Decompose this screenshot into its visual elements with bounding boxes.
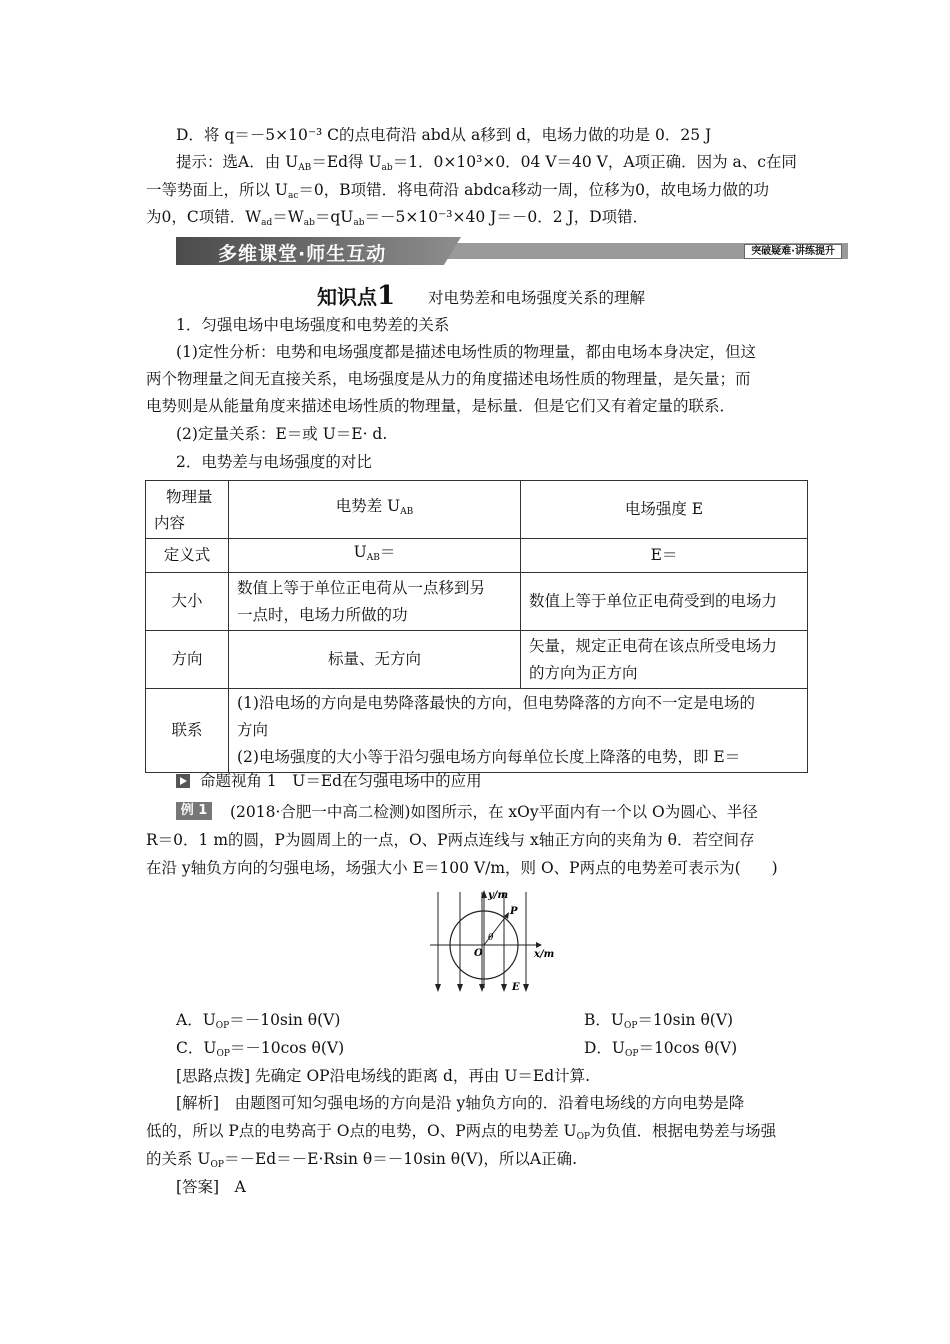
question-line-2: R＝0．1 m的圆，P为圆周上的一点，O、P两点连线与 x轴正方向的夹角为 θ．若空间存	[146, 831, 755, 849]
table-header-potential: 电势差 $U_{AB}$	[229, 481, 521, 539]
hint-line-1: 提示：选A．由 $U_{AB}=Ed$得 $U_{ab}=1$．0×10³×0．04 V＝40 V，A项正确．因为 a、c在同	[176, 153, 797, 173]
cell-mag-potential: 数值上等于单位正电荷从一点移到另 一点时，电场力所做的功	[229, 573, 521, 631]
cell-def-field: E＝	[521, 539, 808, 573]
comparison-table	[145, 480, 808, 773]
field-circle-figure	[424, 888, 564, 998]
para-1: 1．匀强电场中电场强度和电势差的关系	[176, 316, 450, 334]
table-header-field: 电场强度 E	[521, 481, 808, 539]
cell-mag-field: 数值上等于单位正电荷受到的电场力	[521, 573, 808, 631]
para-5: (2)定量关系：E＝或 U＝E· d.	[176, 425, 388, 443]
table-header-corner: 物理量 内容	[146, 481, 229, 539]
row-label-relation: 联系	[146, 689, 229, 773]
fig-y-label: y/m	[488, 890, 509, 901]
answer: [答案] A	[176, 1178, 246, 1196]
cell-def-potential: $U_{AB}=$	[229, 539, 521, 573]
row-label-magnitude: 大小	[146, 573, 229, 631]
hint-line-3: 为0，C项错．$W_{ad}=W_{ab}=qU_{ab}=-5\times 10^{-3}\times 40$ J＝－0．2 J，D项错．	[146, 208, 649, 228]
section-banner	[176, 237, 848, 265]
question-line-1: (2018·合肥一中高二检测)如图所示，在 xOy平面内有一个以 O为圆心、半径	[230, 803, 758, 821]
think-hint: [思路点拨] 先确定 OP沿电场线的距离 d，再由 U＝Ed计算.	[176, 1067, 591, 1085]
para-6: 2．电势差与电场强度的对比	[176, 453, 372, 471]
cell-dir-field: 矢量，规定正电荷在该点所受电场力 的方向为正方向	[521, 631, 808, 689]
option-d: D．将 q＝－5×10⁻³ C的点电荷沿 abd从 a移到 d，电场力做的功是 0．25 J	[176, 126, 712, 144]
solution-line-2: 低的，所以 P点的电势高于 O点的电势，O、P两点的电势差 $U_{OP}$为负值．根据电势差与场强	[146, 1122, 777, 1142]
option-c: C．$U_{OP}=-10\cos$ θ(V)	[176, 1039, 345, 1059]
cell-dir-potential: 标量、无方向	[229, 631, 521, 689]
row-label-direction: 方向	[146, 631, 229, 689]
fig-e-label: E	[512, 982, 520, 993]
knowledge-point-heading: 知识点1	[317, 281, 396, 311]
option-d-answer: D．$U_{OP}=10\cos$ θ(V)	[584, 1039, 738, 1059]
fig-p-label: P	[510, 906, 518, 917]
play-triangle-icon	[176, 774, 190, 788]
solution-line-3: 的关系 $U_{OP}=-Ed=-E\cdot Rsin$ θ＝－10sin θ(V)，所以A正确.	[146, 1150, 578, 1170]
para-2: (1)定性分析：电势和电场强度都是描述电场性质的物理量，都由电场本身决定，但这	[176, 343, 756, 361]
fig-x-label: x/m	[534, 949, 555, 960]
fig-o-label: O	[474, 948, 483, 959]
knowledge-point-title: 对电势差和电场强度关系的理解	[428, 289, 646, 307]
row-label-definition: 定义式	[146, 539, 229, 573]
example-badge: 例 1	[176, 802, 212, 820]
cell-relation: (1)沿电场的方向是电势降落最快的方向，但电势降落的方向不一定是电场的 方向 (2)电场强度的大小等于沿匀强电场方向每单位长度上降落的电势，即 E＝	[229, 689, 808, 773]
question-line-3: 在沿 y轴负方向的匀强电场，场强大小 E＝100 V/m，则 O、P两点的电势差可表示为( )	[146, 859, 778, 877]
solution-line-1: [解析] 由题图可知匀强电场的方向是沿 y轴负方向的．沿着电场线的方向电势是降	[176, 1094, 745, 1112]
option-b: B．$U_{OP}=10\sin$ θ(V)	[584, 1011, 734, 1031]
para-3: 两个物理量之间无直接关系，电场强度是从力的角度描述电场性质的物理量，是矢量；而	[146, 370, 751, 388]
banner-tag: 突破疑难·讲练提升	[744, 244, 842, 259]
para-4: 电势则是从能量角度来描述电场性质的物理量，是标量．但是它们又有着定量的联系．	[146, 397, 736, 415]
fig-theta-label: θ	[488, 933, 494, 943]
banner-title: 多维课堂·师生互动	[218, 243, 387, 265]
view-title: 命题视角 1 U＝Ed在匀强电场中的应用	[200, 772, 482, 790]
option-a: A．$U_{OP}=-10\sin$ θ(V)	[176, 1011, 341, 1031]
hint-line-2: 一等势面上，所以 $U_{ac}=0$，B项错．将电荷沿 abdca移动一周，位移为0，故电场力做的功	[146, 181, 769, 201]
